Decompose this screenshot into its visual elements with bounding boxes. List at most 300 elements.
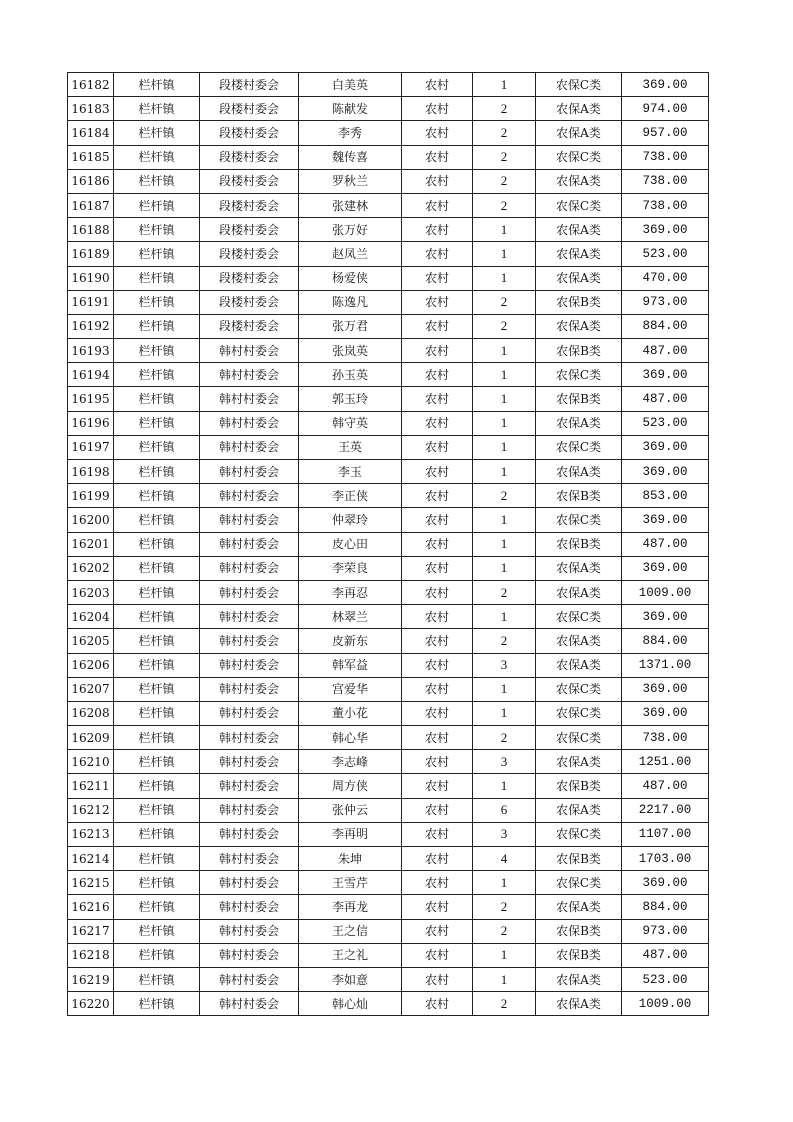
table-row [68,992,709,1016]
category-cell: 农保B类 [536,943,622,967]
table-row [68,363,709,387]
amount-cell: 884.00 [622,629,709,653]
category-cell: 农保B类 [536,387,622,411]
table-row [68,847,709,871]
area-type-cell: 农村 [402,290,473,314]
town-cell: 栏杆镇 [114,629,200,653]
household-count-cell: 1 [473,556,536,580]
category-cell: 农保A类 [536,411,622,435]
beneficiary-table [67,72,709,1016]
record-id-cell: 16199 [68,484,114,508]
town-cell: 栏杆镇 [114,871,200,895]
household-count-cell: 1 [473,218,536,242]
area-type-cell: 农村 [402,677,473,701]
area-type-cell: 农村 [402,967,473,991]
category-cell: 农保A类 [536,242,622,266]
record-id-cell: 16187 [68,193,114,217]
household-count-cell: 1 [473,266,536,290]
town-cell: 栏杆镇 [114,314,200,338]
table-row [68,653,709,677]
town-cell: 栏杆镇 [114,556,200,580]
category-cell: 农保C类 [536,701,622,725]
village-cell: 韩村村委会 [200,895,299,919]
person-name-cell: 周方侠 [299,774,402,798]
village-cell: 韩村村委会 [200,532,299,556]
table-row [68,121,709,145]
village-cell: 韩村村委会 [200,677,299,701]
household-count-cell: 2 [473,726,536,750]
table-row [68,145,709,169]
record-id-cell: 16206 [68,653,114,677]
person-name-cell: 陈献发 [299,97,402,121]
household-count-cell: 3 [473,653,536,677]
area-type-cell: 农村 [402,774,473,798]
area-type-cell: 农村 [402,871,473,895]
household-count-cell: 1 [473,387,536,411]
table-row [68,484,709,508]
record-id-cell: 16210 [68,750,114,774]
town-cell: 栏杆镇 [114,605,200,629]
town-cell: 栏杆镇 [114,169,200,193]
household-count-cell: 3 [473,822,536,846]
village-cell: 段楼村委会 [200,169,299,193]
amount-cell: 487.00 [622,339,709,363]
amount-cell: 369.00 [622,701,709,725]
record-id-cell: 16215 [68,871,114,895]
category-cell: 农保A类 [536,121,622,145]
amount-cell: 884.00 [622,314,709,338]
area-type-cell: 农村 [402,97,473,121]
household-count-cell: 1 [473,460,536,484]
record-id-cell: 16218 [68,943,114,967]
person-name-cell: 白美英 [299,73,402,97]
table-row [68,508,709,532]
person-name-cell: 杨爱侠 [299,266,402,290]
person-name-cell: 张建林 [299,193,402,217]
town-cell: 栏杆镇 [114,774,200,798]
area-type-cell: 农村 [402,193,473,217]
area-type-cell: 农村 [402,411,473,435]
area-type-cell: 农村 [402,580,473,604]
category-cell: 农保A类 [536,460,622,484]
category-cell: 农保A类 [536,750,622,774]
person-name-cell: 李再忍 [299,580,402,604]
amount-cell: 738.00 [622,726,709,750]
table-row [68,460,709,484]
category-cell: 农保A类 [536,314,622,338]
record-id-cell: 16207 [68,677,114,701]
category-cell: 农保C类 [536,193,622,217]
village-cell: 段楼村委会 [200,290,299,314]
village-cell: 段楼村委会 [200,121,299,145]
person-name-cell: 王之礼 [299,943,402,967]
village-cell: 韩村村委会 [200,484,299,508]
household-count-cell: 2 [473,895,536,919]
amount-cell: 369.00 [622,871,709,895]
record-id-cell: 16204 [68,605,114,629]
village-cell: 韩村村委会 [200,339,299,363]
area-type-cell: 农村 [402,629,473,653]
person-name-cell: 李志峰 [299,750,402,774]
category-cell: 农保A类 [536,992,622,1016]
table-row [68,774,709,798]
area-type-cell: 农村 [402,460,473,484]
area-type-cell: 农村 [402,145,473,169]
table-row [68,242,709,266]
area-type-cell: 农村 [402,508,473,532]
household-count-cell: 1 [473,411,536,435]
category-cell: 农保A类 [536,798,622,822]
record-id-cell: 16203 [68,580,114,604]
household-count-cell: 2 [473,169,536,193]
table-row [68,411,709,435]
town-cell: 栏杆镇 [114,677,200,701]
village-cell: 段楼村委会 [200,97,299,121]
amount-cell: 523.00 [622,411,709,435]
amount-cell: 369.00 [622,218,709,242]
table-row [68,532,709,556]
category-cell: 农保B类 [536,290,622,314]
area-type-cell: 农村 [402,169,473,193]
town-cell: 栏杆镇 [114,411,200,435]
category-cell: 农保B类 [536,484,622,508]
village-cell: 韩村村委会 [200,726,299,750]
category-cell: 农保A类 [536,97,622,121]
category-cell: 农保C类 [536,73,622,97]
amount-cell: 973.00 [622,919,709,943]
household-count-cell: 2 [473,580,536,604]
area-type-cell: 农村 [402,266,473,290]
record-id-cell: 16219 [68,967,114,991]
record-id-cell: 16214 [68,847,114,871]
town-cell: 栏杆镇 [114,435,200,459]
household-count-cell: 1 [473,532,536,556]
record-id-cell: 16197 [68,435,114,459]
amount-cell: 738.00 [622,145,709,169]
person-name-cell: 王英 [299,435,402,459]
area-type-cell: 农村 [402,992,473,1016]
person-name-cell: 李如意 [299,967,402,991]
category-cell: 农保A类 [536,266,622,290]
village-cell: 段楼村委会 [200,193,299,217]
category-cell: 农保C类 [536,871,622,895]
amount-cell: 738.00 [622,169,709,193]
record-id-cell: 16194 [68,363,114,387]
table-row [68,750,709,774]
area-type-cell: 农村 [402,484,473,508]
town-cell: 栏杆镇 [114,943,200,967]
person-name-cell: 皮心田 [299,532,402,556]
record-id-cell: 16208 [68,701,114,725]
person-name-cell: 李再明 [299,822,402,846]
record-id-cell: 16192 [68,314,114,338]
town-cell: 栏杆镇 [114,798,200,822]
record-id-cell: 16209 [68,726,114,750]
amount-cell: 1107.00 [622,822,709,846]
area-type-cell: 农村 [402,121,473,145]
record-id-cell: 16196 [68,411,114,435]
table-row [68,726,709,750]
village-cell: 韩村村委会 [200,363,299,387]
record-id-cell: 16184 [68,121,114,145]
record-id-cell: 16191 [68,290,114,314]
town-cell: 栏杆镇 [114,193,200,217]
town-cell: 栏杆镇 [114,73,200,97]
household-count-cell: 2 [473,992,536,1016]
person-name-cell: 皮新东 [299,629,402,653]
table-row [68,677,709,701]
household-count-cell: 2 [473,145,536,169]
category-cell: 农保A类 [536,653,622,677]
household-count-cell: 2 [473,314,536,338]
amount-cell: 369.00 [622,677,709,701]
household-count-cell: 1 [473,508,536,532]
table-row [68,701,709,725]
household-count-cell: 1 [473,73,536,97]
record-id-cell: 16200 [68,508,114,532]
category-cell: 农保C类 [536,822,622,846]
table-row [68,556,709,580]
town-cell: 栏杆镇 [114,460,200,484]
category-cell: 农保B类 [536,532,622,556]
amount-cell: 974.00 [622,97,709,121]
area-type-cell: 农村 [402,653,473,677]
record-id-cell: 16188 [68,218,114,242]
village-cell: 韩村村委会 [200,967,299,991]
person-name-cell: 魏传喜 [299,145,402,169]
amount-cell: 1703.00 [622,847,709,871]
village-cell: 韩村村委会 [200,556,299,580]
category-cell: 农保C类 [536,605,622,629]
amount-cell: 487.00 [622,387,709,411]
household-count-cell: 3 [473,750,536,774]
record-id-cell: 16205 [68,629,114,653]
village-cell: 韩村村委会 [200,460,299,484]
area-type-cell: 农村 [402,532,473,556]
village-cell: 韩村村委会 [200,701,299,725]
area-type-cell: 农村 [402,435,473,459]
table-row [68,967,709,991]
category-cell: 农保C类 [536,145,622,169]
record-id-cell: 16202 [68,556,114,580]
area-type-cell: 农村 [402,363,473,387]
record-id-cell: 16195 [68,387,114,411]
table-row [68,822,709,846]
town-cell: 栏杆镇 [114,387,200,411]
household-count-cell: 1 [473,871,536,895]
record-id-cell: 16213 [68,822,114,846]
person-name-cell: 孙玉英 [299,363,402,387]
area-type-cell: 农村 [402,605,473,629]
category-cell: 农保A类 [536,169,622,193]
amount-cell: 738.00 [622,193,709,217]
area-type-cell: 农村 [402,798,473,822]
amount-cell: 523.00 [622,967,709,991]
amount-cell: 1009.00 [622,580,709,604]
category-cell: 农保C类 [536,435,622,459]
household-count-cell: 2 [473,629,536,653]
table-row [68,387,709,411]
category-cell: 农保C类 [536,508,622,532]
table-row [68,218,709,242]
table-row [68,73,709,97]
household-count-cell: 2 [473,193,536,217]
area-type-cell: 农村 [402,242,473,266]
household-count-cell: 1 [473,435,536,459]
village-cell: 韩村村委会 [200,798,299,822]
amount-cell: 369.00 [622,435,709,459]
area-type-cell: 农村 [402,314,473,338]
table-row [68,314,709,338]
village-cell: 韩村村委会 [200,992,299,1016]
record-id-cell: 16189 [68,242,114,266]
person-name-cell: 陈逸凡 [299,290,402,314]
village-cell: 韩村村委会 [200,653,299,677]
category-cell: 农保B类 [536,339,622,363]
area-type-cell: 农村 [402,73,473,97]
town-cell: 栏杆镇 [114,653,200,677]
record-id-cell: 16212 [68,798,114,822]
record-id-cell: 16185 [68,145,114,169]
category-cell: 农保C类 [536,726,622,750]
category-cell: 农保A类 [536,556,622,580]
category-cell: 农保A类 [536,218,622,242]
household-count-cell: 2 [473,484,536,508]
household-count-cell: 1 [473,967,536,991]
area-type-cell: 农村 [402,726,473,750]
household-count-cell: 2 [473,121,536,145]
person-name-cell: 李再龙 [299,895,402,919]
person-name-cell: 王之信 [299,919,402,943]
person-name-cell: 王雪芹 [299,871,402,895]
household-count-cell: 2 [473,290,536,314]
household-count-cell: 1 [473,774,536,798]
table-row [68,266,709,290]
record-id-cell: 16183 [68,97,114,121]
person-name-cell: 董小花 [299,701,402,725]
area-type-cell: 农村 [402,847,473,871]
table-row [68,435,709,459]
record-id-cell: 16186 [68,169,114,193]
village-cell: 韩村村委会 [200,919,299,943]
amount-cell: 973.00 [622,290,709,314]
table-row [68,339,709,363]
person-name-cell: 张万君 [299,314,402,338]
village-cell: 段楼村委会 [200,218,299,242]
village-cell: 韩村村委会 [200,750,299,774]
category-cell: 农保A类 [536,629,622,653]
amount-cell: 1009.00 [622,992,709,1016]
table-row [68,943,709,967]
household-count-cell: 1 [473,605,536,629]
town-cell: 栏杆镇 [114,822,200,846]
household-count-cell: 1 [473,943,536,967]
table-row [68,919,709,943]
table-row [68,193,709,217]
village-cell: 段楼村委会 [200,314,299,338]
person-name-cell: 张万好 [299,218,402,242]
person-name-cell: 张岚英 [299,339,402,363]
amount-cell: 1251.00 [622,750,709,774]
record-id-cell: 16211 [68,774,114,798]
town-cell: 栏杆镇 [114,580,200,604]
area-type-cell: 农村 [402,943,473,967]
record-id-cell: 16182 [68,73,114,97]
category-cell: 农保C类 [536,677,622,701]
person-name-cell: 赵凤兰 [299,242,402,266]
town-cell: 栏杆镇 [114,218,200,242]
town-cell: 栏杆镇 [114,967,200,991]
table-row [68,798,709,822]
area-type-cell: 农村 [402,919,473,943]
area-type-cell: 农村 [402,387,473,411]
household-count-cell: 1 [473,677,536,701]
amount-cell: 1371.00 [622,653,709,677]
village-cell: 韩村村委会 [200,871,299,895]
area-type-cell: 农村 [402,556,473,580]
village-cell: 韩村村委会 [200,435,299,459]
table-row [68,97,709,121]
village-cell: 韩村村委会 [200,629,299,653]
amount-cell: 369.00 [622,556,709,580]
town-cell: 栏杆镇 [114,992,200,1016]
town-cell: 栏杆镇 [114,701,200,725]
person-name-cell: 韩守英 [299,411,402,435]
amount-cell: 957.00 [622,121,709,145]
area-type-cell: 农村 [402,701,473,725]
village-cell: 韩村村委会 [200,508,299,532]
table-row [68,605,709,629]
household-count-cell: 2 [473,919,536,943]
village-cell: 韩村村委会 [200,580,299,604]
person-name-cell: 韩心华 [299,726,402,750]
record-id-cell: 16198 [68,460,114,484]
town-cell: 栏杆镇 [114,266,200,290]
table-body [68,73,709,1016]
town-cell: 栏杆镇 [114,726,200,750]
village-cell: 段楼村委会 [200,145,299,169]
town-cell: 栏杆镇 [114,847,200,871]
household-count-cell: 1 [473,363,536,387]
town-cell: 栏杆镇 [114,919,200,943]
person-name-cell: 张仲云 [299,798,402,822]
town-cell: 栏杆镇 [114,145,200,169]
area-type-cell: 农村 [402,822,473,846]
person-name-cell: 宫爱华 [299,677,402,701]
category-cell: 农保B类 [536,847,622,871]
amount-cell: 369.00 [622,605,709,629]
area-type-cell: 农村 [402,895,473,919]
category-cell: 农保A类 [536,580,622,604]
village-cell: 段楼村委会 [200,73,299,97]
amount-cell: 853.00 [622,484,709,508]
household-count-cell: 4 [473,847,536,871]
person-name-cell: 韩军益 [299,653,402,677]
amount-cell: 884.00 [622,895,709,919]
person-name-cell: 罗秋兰 [299,169,402,193]
record-id-cell: 16217 [68,919,114,943]
person-name-cell: 林翠兰 [299,605,402,629]
category-cell: 农保A类 [536,967,622,991]
area-type-cell: 农村 [402,750,473,774]
table-row [68,290,709,314]
household-count-cell: 1 [473,701,536,725]
table-row [68,629,709,653]
village-cell: 韩村村委会 [200,943,299,967]
village-cell: 韩村村委会 [200,605,299,629]
amount-cell: 487.00 [622,943,709,967]
category-cell: 农保A类 [536,895,622,919]
